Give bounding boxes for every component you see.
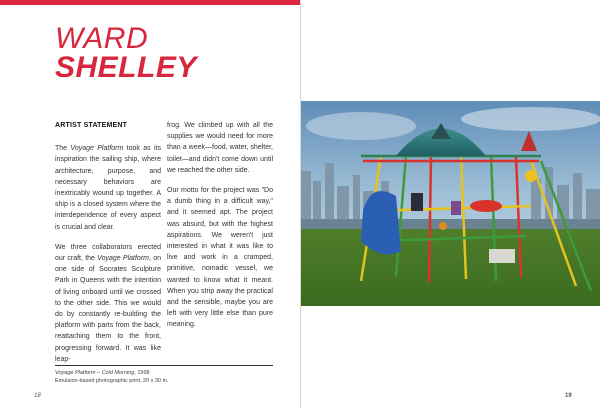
photo-caption [55, 369, 168, 385]
caption-year: , 1998 [134, 370, 150, 376]
caption-rule [55, 365, 273, 366]
bundle [451, 201, 461, 215]
artist-last-name: SHELLEY [55, 51, 197, 84]
figure [411, 193, 423, 211]
left-top-bar [0, 0, 300, 5]
paragraph-3: frog. We climbed up with all the supplies we would need for more than a week—food, water, shelter, toilet—and didn't come down until we reached the other side. [167, 122, 273, 174]
section-heading: ARTIST STATEMENT [55, 122, 128, 129]
grass [301, 229, 600, 306]
page-number-left: 18 [34, 393, 41, 399]
paragraph-4: Our motto for the project was "Do a dumb thing in a difficult way," and it seemed apt. The project was absurd, but with the highest aspirations. We weren't just interested in what it was like to live and work in a cramped, primitive, nomadic vessel, we wanted to know what it meant. When you strip away the practical and the sensible, maybe you are left with very little else than pure meaning. [167, 187, 273, 329]
p1-work-title: Voyage Platform [70, 145, 124, 153]
text-column-2 [167, 120, 273, 340]
page-number-right: 19 [565, 393, 572, 399]
p2-text-b: , on one side of Socrates Sculpture Park in Queens with the intention of living onboard until we crossed to the other side. This we would do by constantly re-building the platform with parts from the back, reattaching them to the front, progressing forward. It was like leap- [55, 255, 161, 363]
paragraph-1 [55, 143, 161, 233]
ball [439, 222, 447, 230]
artist-first-name: WARD [55, 22, 149, 55]
p1-text-a: The [55, 145, 71, 153]
drum [489, 249, 515, 263]
p2-text-a: We three collaborators erected our craft, the [55, 243, 161, 263]
cloud [306, 112, 416, 140]
paragraph-2 [55, 242, 161, 365]
kayak [470, 200, 502, 212]
caption-title: Voyage Platform – Cold Morning [55, 370, 135, 376]
p1-text-b: took as its inspiration the sailing ship, where architecture, purpose, and necessary behaviors are inextricably wound up together. A ship is a closed system where the interdependence of every aspect is crucial and clear. [55, 145, 161, 231]
p2-work-title: Voyage Platform [97, 255, 149, 263]
caption-medium: Emulsion-based photographic print, 20 x 30 in. [55, 378, 169, 384]
artwork-photo [301, 101, 600, 306]
text-column-1 [55, 120, 161, 374]
buoy [525, 170, 537, 182]
cloud [461, 107, 600, 131]
